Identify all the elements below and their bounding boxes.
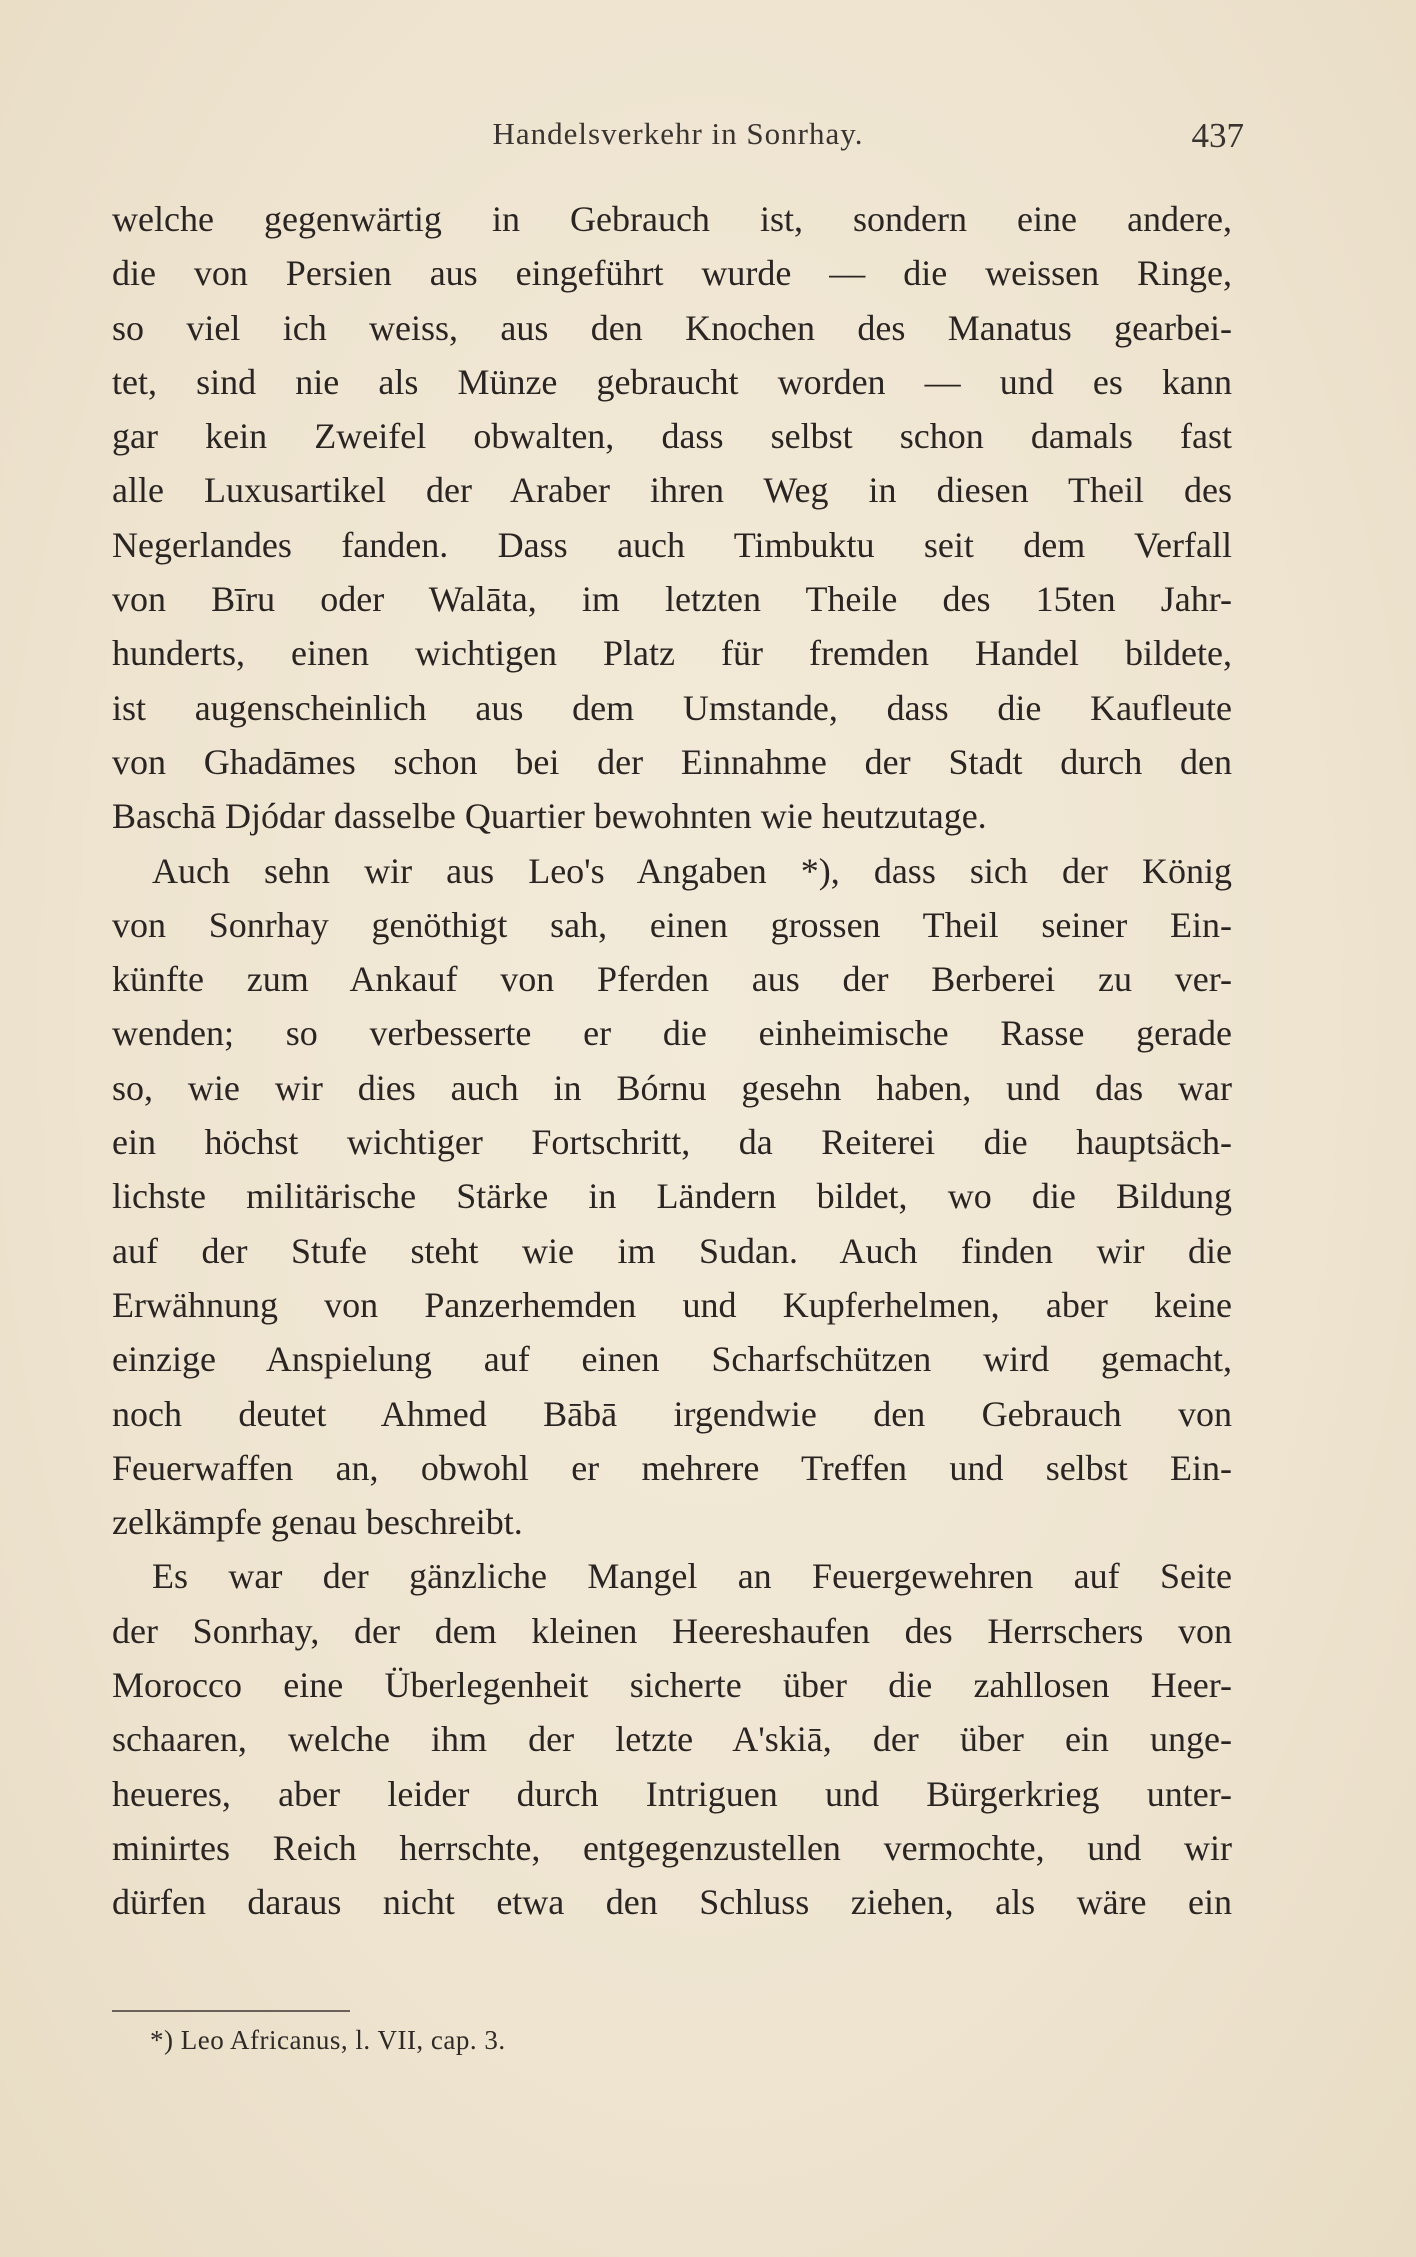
text-line: so viel ich weiss, aus den Knochen des Manatus gearbei-: [112, 307, 1232, 348]
text-line: schaaren, welche ihm der letzte A'skiā, der über ein unge-: [112, 1719, 1232, 1760]
text-line: die von Persien aus eingeführt wurde — die weissen Ringe,: [112, 253, 1232, 294]
running-head: [112, 116, 1244, 166]
page-number: 437: [1191, 116, 1244, 155]
text-line: heueres, aber leider durch Intriguen und Bürgerkrieg unter-: [112, 1773, 1232, 1814]
text-line: Es war der gänzliche Mangel an Feuergewehren auf Seite: [152, 1556, 1232, 1597]
text-line: lichste militärische Stärke in Ländern bildet, wo die Bildung: [112, 1176, 1232, 1217]
text-line: von Ghadāmes schon bei der Einnahme der Stadt durch den: [112, 741, 1232, 782]
text-line: welche gegenwärtig in Gebrauch ist, sondern eine andere,: [112, 199, 1232, 239]
text-line: alle Luxusartikel der Araber ihren Weg in diesen Theil des: [112, 470, 1232, 511]
footnote: *) Leo Africanus, l. VII, cap. 3.: [150, 2025, 506, 2055]
text-line: von Bīru oder Walāta, im letzten Theile des 15ten Jahr-: [112, 579, 1232, 620]
text-line: Feuerwaffen an, obwohl er mehrere Treffen und selbst Ein-: [112, 1447, 1232, 1488]
text-line: ein höchst wichtiger Fortschritt, da Reiterei die hauptsäch-: [112, 1122, 1232, 1163]
text-line: künfte zum Ankauf von Pferden aus der Berberei zu ver-: [112, 959, 1232, 1000]
text-line: minirtes Reich herrschte, entgegenzustellen vermochte, und wir: [112, 1827, 1232, 1868]
text-line: Erwähnung von Panzerhemden und Kupferhelmen, aber keine: [112, 1284, 1232, 1325]
text-line: wenden; so verbesserte er die einheimische Rasse gerade: [112, 1013, 1232, 1054]
text-line: dürfen daraus nicht etwa den Schluss ziehen, als wäre ein: [112, 1882, 1232, 1923]
text-line: noch deutet Ahmed Bābā irgendwie den Gebrauch von: [112, 1393, 1232, 1434]
footnote-divider: [112, 2010, 350, 2012]
text-line: Baschā Djódar dasselbe Quartier bewohnten wie heutzutage.: [112, 796, 987, 837]
body-text: [112, 192, 1232, 1930]
text-line: so, wie wir dies auch in Bórnu gesehn haben, und das war: [112, 1067, 1232, 1108]
text-line: Auch sehn wir aus Leo's Angaben *), dass sich der König: [152, 850, 1232, 891]
running-title: Handelsverkehr in Sonrhay.: [492, 116, 864, 151]
text-line: hunderts, einen wichtigen Platz für fremden Handel bildete,: [112, 633, 1232, 674]
text-line: gar kein Zweifel obwalten, dass selbst schon damals fast: [112, 416, 1232, 457]
text-line: Morocco eine Überlegenheit sicherte über die zahllosen Heer-: [112, 1665, 1232, 1706]
text-line: Negerlandes fanden. Dass auch Timbuktu seit dem Verfall: [112, 524, 1232, 565]
text-line: von Sonrhay genöthigt sah, einen grossen Theil seiner Ein-: [112, 904, 1232, 945]
text-line: ist augenscheinlich aus dem Umstande, dass die Kaufleute: [112, 687, 1232, 728]
text-line: auf der Stufe steht wie im Sudan. Auch finden wir die: [112, 1230, 1232, 1271]
text-line: der Sonrhay, der dem kleinen Heereshaufen des Herrschers von: [112, 1610, 1232, 1651]
text-line: zelkämpfe genau beschreibt.: [112, 1502, 523, 1543]
text-line: tet, sind nie als Münze gebraucht worden — und es kann: [112, 361, 1232, 402]
text-line: einzige Anspielung auf einen Scharfschützen wird gemacht,: [112, 1339, 1232, 1380]
